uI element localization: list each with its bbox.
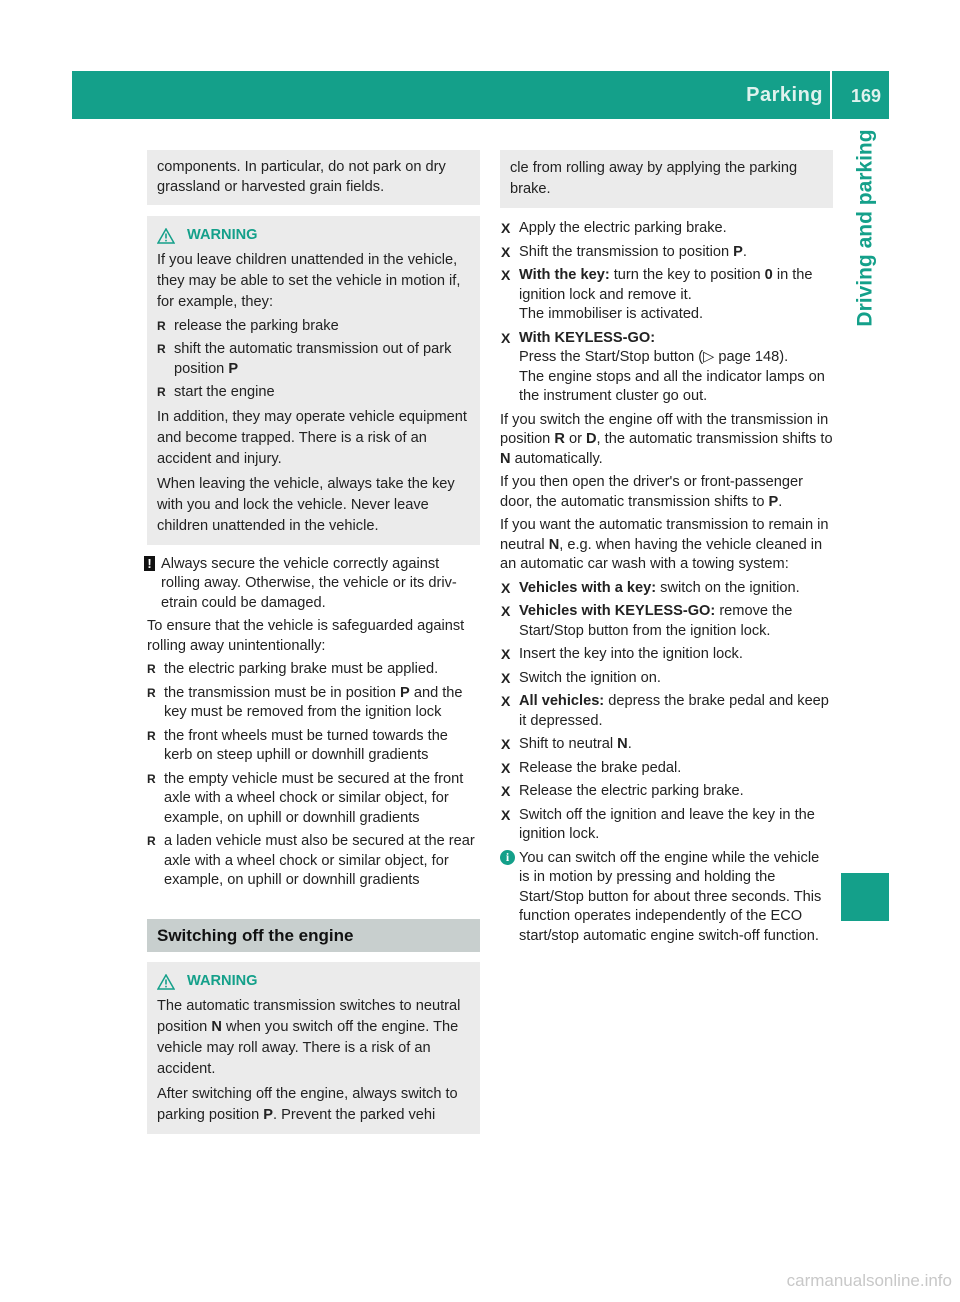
step-item: X Shift to neutral N. bbox=[500, 735, 833, 755]
step-item: X Switch the ignition on. bbox=[500, 669, 833, 689]
info-text: You can switch off the engine while the vehicle is in motion by pressing and holding the Start/Stop button for about three seconds. This function operates independently of the ECO start/stop automatic engine switch-off function. bbox=[519, 849, 822, 944]
watermark: carmanualsonline.info bbox=[786, 1271, 952, 1290]
step-item: X With KEYLESS-GO: Press the Start/Stop button (▷ page 148). The engine stops and all the indicator lamps on the instrument cluster go out. bbox=[500, 329, 833, 407]
list-item: R the empty vehicle must be secured at the front axle with a wheel chock or similar object, for example, on uphill or downhill gradients bbox=[147, 770, 480, 829]
step-item: X Shift the transmission to position P. bbox=[500, 243, 833, 263]
warning-paragraph: After switching off the engine, always switch to parking position P. Prevent the parked vehi bbox=[157, 1085, 458, 1123]
warning-triangle-icon bbox=[157, 228, 177, 244]
step-item: X With the key: turn the key to position 0 in the ignition lock and remove it. The immobiliser is activated. bbox=[500, 266, 833, 325]
page-number: 169 bbox=[850, 86, 881, 106]
page-header bbox=[72, 71, 889, 119]
step-item: X Release the electric parking brake. bbox=[500, 782, 833, 802]
chapter-title: Parking bbox=[746, 84, 823, 106]
section-heading: Switching off the engine bbox=[147, 919, 480, 953]
info-note bbox=[500, 849, 833, 947]
list-item: R shift the automatic transmission out of park position P bbox=[157, 340, 471, 379]
warning-label: WARNING bbox=[187, 227, 258, 243]
body-paragraph: If you switch the engine off with the transmission in position R or D, the automatic transmission shifts to N automatically. bbox=[500, 411, 833, 467]
list-item: R the front wheels must be turned towards the kerb on steep uphill or downhill gradients bbox=[147, 727, 480, 766]
list-item: R the transmission must be in position P and the key must be removed from the ignition lock bbox=[147, 684, 480, 723]
warning-paragraph: If you leave children unattended in the vehicle, they may be able to set the vehicle in motion if, for example, they: bbox=[157, 251, 461, 310]
step-item: X All vehicles: depress the brake pedal and keep it depressed. bbox=[500, 692, 833, 731]
step-item: X Vehicles with KEYLESS-GO: remove the Start/Stop button from the ignition lock. bbox=[500, 602, 833, 641]
list-item: R the electric parking brake must be applied. bbox=[147, 660, 480, 680]
exclamation-icon: ! bbox=[144, 556, 155, 571]
warning-continuation: cle from rolling away by applying the parking brake. bbox=[510, 160, 798, 197]
warning-triangle-icon bbox=[157, 974, 177, 990]
side-tab bbox=[841, 124, 889, 332]
side-tab-label: Driving and parking bbox=[853, 129, 877, 327]
info-icon: i bbox=[500, 850, 515, 865]
damage-note bbox=[144, 555, 480, 614]
header-divider bbox=[830, 71, 832, 119]
warning-label: WARNING bbox=[187, 973, 258, 989]
warning-box-engine bbox=[147, 962, 480, 1134]
intro-text: components. In particular, do not park on dry grassland or harvested grain fields. bbox=[157, 159, 446, 195]
warning-title bbox=[157, 972, 471, 992]
list-item: R a laden vehicle must also be secured at the rear axle with a wheel chock or similar object, for example, on uphill or downhill gradients bbox=[147, 832, 480, 891]
right-column bbox=[500, 150, 833, 946]
left-column bbox=[147, 150, 480, 1134]
side-tab-marker bbox=[841, 873, 889, 921]
continued-box bbox=[500, 150, 833, 208]
body-paragraph: If you then open the driver's or front-passenger door, the automatic transmission shifts to P. bbox=[500, 474, 803, 510]
continued-box bbox=[147, 150, 480, 205]
warning-paragraph: The automatic transmission switches to neutral position N when you switch off the engine. The vehicle may roll away. There is a risk of an accident. bbox=[157, 997, 461, 1077]
warning-paragraph: When leaving the vehicle, always take the key with you and lock the vehicle. Never leave children unattended in the vehicle. bbox=[157, 475, 455, 534]
warning-box-children bbox=[147, 216, 480, 545]
step-item: X Vehicles with a key: switch on the ignition. bbox=[500, 579, 833, 599]
step-item: X Apply the electric parking brake. bbox=[500, 219, 833, 239]
step-item: X Insert the key into the ignition lock. bbox=[500, 645, 833, 665]
step-item: X Switch off the ignition and leave the key in the ignition lock. bbox=[500, 806, 833, 845]
body-paragraph: If you want the automatic transmission to remain in neutral N, e.g. when having the vehicle cleaned in an automatic car wash with a towing system: bbox=[500, 517, 829, 572]
note-text: Always secure the vehicle correctly against rolling away. Otherwise, the vehicle or its drivetrain could be damaged. bbox=[161, 555, 457, 611]
warning-title bbox=[157, 226, 471, 246]
step-item: X Release the brake pedal. bbox=[500, 759, 833, 779]
list-item: R release the parking brake bbox=[157, 317, 471, 337]
body-paragraph: To ensure that the vehicle is safeguarded against rolling away unintentionally: bbox=[147, 618, 465, 654]
warning-paragraph: In addition, they may operate vehicle equipment and become trapped. There is a risk of an accident and injury. bbox=[157, 408, 467, 467]
list-item: R start the engine bbox=[157, 383, 471, 403]
